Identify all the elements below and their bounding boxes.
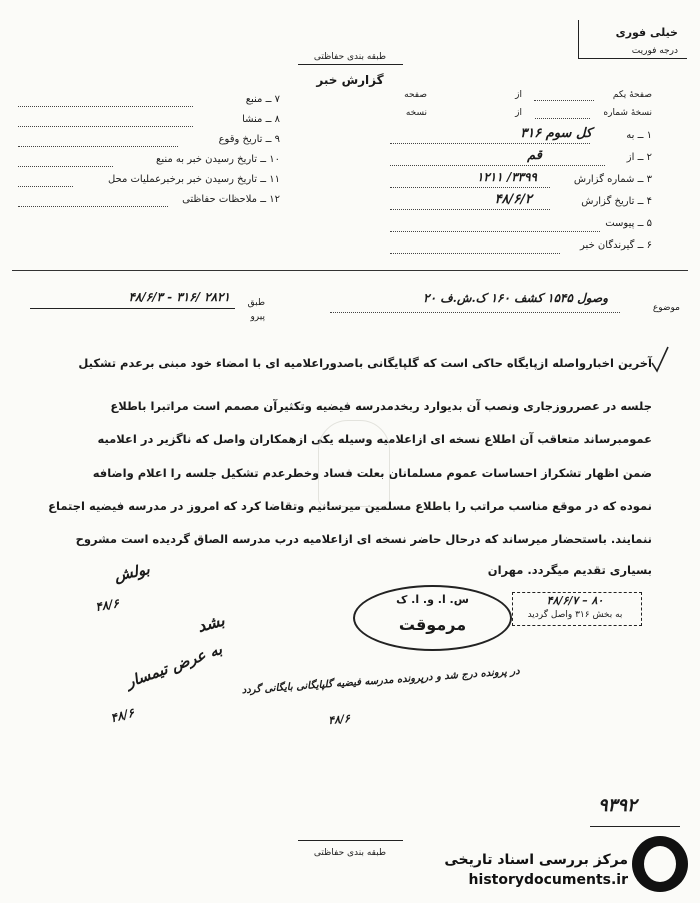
field-3: ۳ ــ شماره گزارش ۳۳۹۹/ ۱۲۱۱	[390, 174, 652, 194]
subject-value: وصول ۱۵۴۵ کشف ۱۶۰ ک.ش.ف ۲۰	[423, 291, 608, 305]
handwritten-note-1: بولش	[112, 559, 152, 585]
field-2: ۲ ــ از قم	[390, 152, 652, 172]
header-rule	[298, 64, 403, 65]
body-line-7: بسیاری تقدیم میگردد. مهران	[487, 563, 652, 577]
file-underline	[30, 308, 235, 309]
subject-label: موضوع	[652, 303, 680, 313]
received-stamp-line-2: به بخش ۳۱۶ واصل گردید	[527, 610, 623, 620]
body-line-5: نموده که در موقع مناسب مراتب را باطلاع مسلمین میرسانیم وتقاضا کرد که امروز در مدرسه فیضیه اجتماع	[48, 499, 652, 513]
archive-number: ۹۳۹۲	[598, 795, 637, 816]
field-7: ۷ ــ منبع	[18, 94, 280, 112]
field-12: ۱۲ ــ ملاحظات حفاظتی	[18, 194, 280, 212]
stamp-line-1: س. ا. و. ا. ک	[396, 593, 469, 606]
received-stamp-line-1: ۴۸/۶/۷ – ۸۰	[546, 594, 604, 607]
field-11: ۱۱ ــ تاریخ رسیدن خبر برخبرعملیات محل	[18, 174, 280, 192]
confidential-stamp	[353, 585, 512, 651]
body-line-1: آخرین اخبارواصله ازپایگاه حاکی است که گلپایگانی باصدوراعلامیه ای با امضاء خود مبنی برعدم تشکیل	[78, 356, 652, 370]
handwritten-note-3: بشد	[195, 610, 227, 636]
subject-underline	[330, 312, 620, 313]
field-1: ۱ ــ به کل سوم ۳۱۶	[390, 130, 652, 150]
field-4: ۴ ــ تاریخ گزارش ۴۸/۶/۲	[390, 196, 652, 216]
copy-row: نسخهٔ شماره از نسخه	[405, 108, 652, 118]
archive-logo-icon	[632, 836, 688, 892]
stamp-line-2: مرموقت	[398, 615, 467, 634]
field-9: ۹ ــ تاریخ وقوع	[18, 134, 280, 152]
archive-strikethrough	[590, 826, 680, 827]
seal-icon	[318, 420, 390, 507]
handwritten-note-center-date: ۴۸/۶	[327, 711, 351, 728]
section-divider	[12, 270, 688, 271]
priority-label: درجه فوریت	[631, 46, 678, 56]
report-title: گزارش خبر	[316, 73, 384, 87]
classification-bottom: طبقه بندی حفاظتی	[313, 848, 387, 858]
classification-top: طبقه بندی حفاظتی	[313, 52, 387, 62]
watermark-org: مرکز بررسی اسناد تاریخی	[444, 852, 628, 868]
footer-rule	[298, 840, 403, 841]
handwritten-note-2: ۴۸/۶	[94, 596, 121, 615]
field-10: ۱۰ ــ تاریخ رسیدن خبر به منبع	[18, 154, 280, 172]
file-value: ۴۸/۶/۳ - ۳۱۶/ ۲۸۲۱	[128, 290, 230, 304]
field-8: ۸ ــ منشا	[18, 114, 280, 132]
body-line-3: عمومبرساند متعاقب آن اطلاع نسخه ای ازاعلامیه وسیله یکی ازهمکاران واصل که ناگزیر در اعلامیه	[97, 432, 652, 446]
page-row: صفحهٔ یکم از صفحه	[404, 90, 652, 100]
checkmark-icon	[650, 345, 670, 375]
file-label-2: پیرو	[250, 312, 265, 322]
field-6: ۶ ــ گیرندگان خبر	[390, 240, 652, 260]
handwritten-note-center: در پرونده درج شد و درپرونده مدرسه فیضیه گلپایگانی بایگانی گردد	[241, 665, 521, 697]
received-stamp	[512, 592, 642, 626]
body-line-4: ضمن اظهار تشکراز احساسات عموم مسلمانان بعلت فساد وخطرعدم تشکیل جلسه را اعلام واضافه	[92, 466, 652, 480]
priority-value: خیلی فوری	[615, 26, 678, 39]
field-5: ۵ ــ پیوست	[390, 218, 652, 238]
handwritten-note-5: ۴۸/۶	[109, 705, 136, 726]
handwritten-note-4: به عرض تیمسار	[123, 640, 225, 692]
body-line-2: جلسه در عصرروزجاری ونصب آن بدیوارد ربخدمدرسه فیضیه وتکثیرآن مصمم است مراتبرا باطلاع	[110, 399, 652, 413]
body-line-6: ننمایند. باستحضار میرساند که درحال حاضر نسخه ای ازاعلامیه درب مدرسه الصاق گردیده است مشروح	[75, 532, 652, 546]
watermark-site: historydocuments.ir	[468, 872, 628, 888]
file-label: طبق	[247, 298, 265, 308]
